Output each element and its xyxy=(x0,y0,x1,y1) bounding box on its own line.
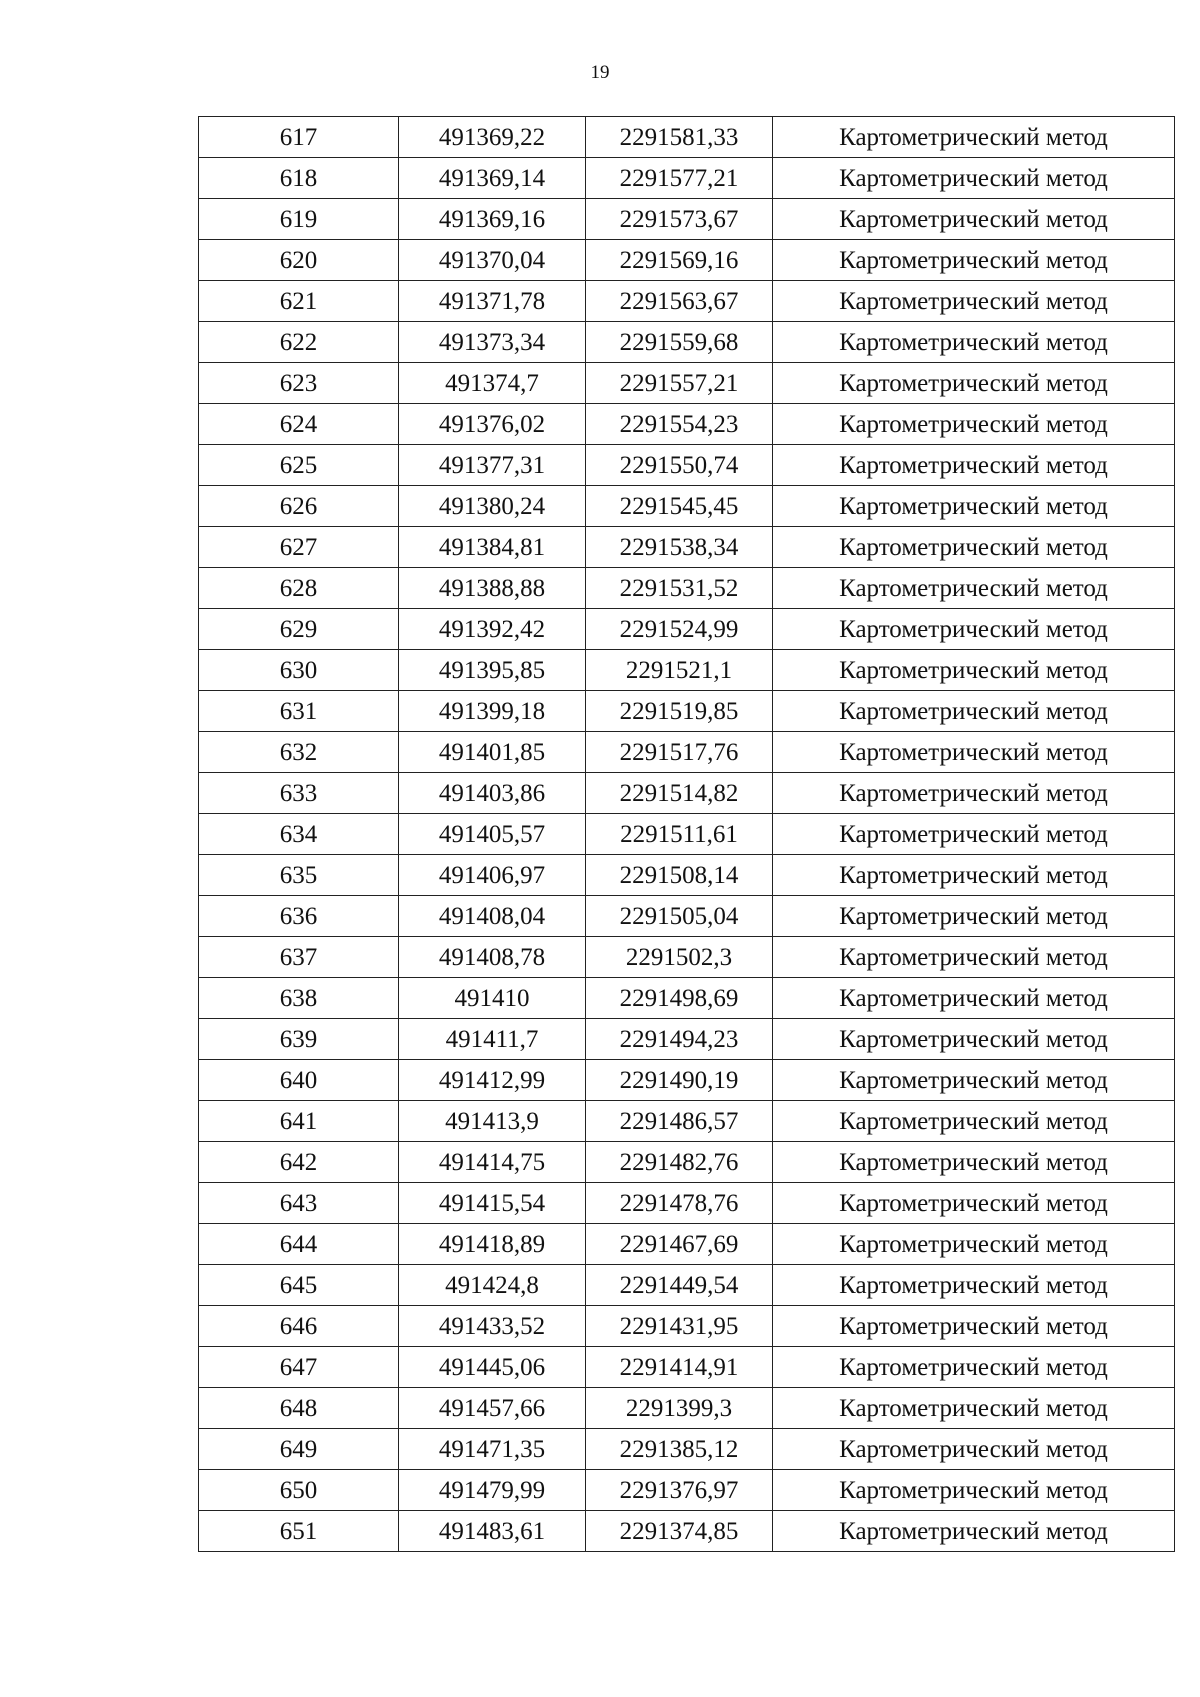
table-row xyxy=(199,937,1175,978)
table-row xyxy=(199,1470,1175,1511)
point-number-cell: 640 xyxy=(199,1060,399,1101)
method-cell: Картометрический метод xyxy=(773,199,1175,240)
method-cell: Картометрический метод xyxy=(773,773,1175,814)
method-cell: Картометрический метод xyxy=(773,568,1175,609)
method-cell: Картометрический метод xyxy=(773,1101,1175,1142)
x-coordinate-cell: 491369,22 xyxy=(399,117,586,158)
method-cell: Картометрический метод xyxy=(773,281,1175,322)
table-row xyxy=(199,117,1175,158)
table-row xyxy=(199,363,1175,404)
point-number-cell: 620 xyxy=(199,240,399,281)
y-coordinate-cell: 2291376,97 xyxy=(586,1470,773,1511)
y-coordinate-cell: 2291478,76 xyxy=(586,1183,773,1224)
point-number-cell: 636 xyxy=(199,896,399,937)
x-coordinate-cell: 491373,34 xyxy=(399,322,586,363)
x-coordinate-cell: 491401,85 xyxy=(399,732,586,773)
method-cell: Картометрический метод xyxy=(773,117,1175,158)
table-row xyxy=(199,199,1175,240)
table-row xyxy=(199,978,1175,1019)
method-cell: Картометрический метод xyxy=(773,609,1175,650)
point-number-cell: 625 xyxy=(199,445,399,486)
x-coordinate-cell: 491410 xyxy=(399,978,586,1019)
point-number-cell: 645 xyxy=(199,1265,399,1306)
method-cell: Картометрический метод xyxy=(773,445,1175,486)
point-number-cell: 639 xyxy=(199,1019,399,1060)
method-cell: Картометрический метод xyxy=(773,486,1175,527)
table-row xyxy=(199,814,1175,855)
x-coordinate-cell: 491415,54 xyxy=(399,1183,586,1224)
y-coordinate-cell: 2291514,82 xyxy=(586,773,773,814)
method-cell: Картометрический метод xyxy=(773,322,1175,363)
point-number-cell: 644 xyxy=(199,1224,399,1265)
y-coordinate-cell: 2291569,16 xyxy=(586,240,773,281)
table-row xyxy=(199,1183,1175,1224)
point-number-cell: 648 xyxy=(199,1388,399,1429)
y-coordinate-cell: 2291550,74 xyxy=(586,445,773,486)
x-coordinate-cell: 491392,42 xyxy=(399,609,586,650)
x-coordinate-cell: 491369,14 xyxy=(399,158,586,199)
x-coordinate-cell: 491384,81 xyxy=(399,527,586,568)
point-number-cell: 631 xyxy=(199,691,399,732)
method-cell: Картометрический метод xyxy=(773,1142,1175,1183)
y-coordinate-cell: 2291521,1 xyxy=(586,650,773,691)
table-row xyxy=(199,322,1175,363)
x-coordinate-cell: 491395,85 xyxy=(399,650,586,691)
y-coordinate-cell: 2291538,34 xyxy=(586,527,773,568)
y-coordinate-cell: 2291498,69 xyxy=(586,978,773,1019)
table-row xyxy=(199,568,1175,609)
x-coordinate-cell: 491388,88 xyxy=(399,568,586,609)
method-cell: Картометрический метод xyxy=(773,1019,1175,1060)
point-number-cell: 627 xyxy=(199,527,399,568)
x-coordinate-cell: 491380,24 xyxy=(399,486,586,527)
point-number-cell: 634 xyxy=(199,814,399,855)
point-number-cell: 638 xyxy=(199,978,399,1019)
x-coordinate-cell: 491374,7 xyxy=(399,363,586,404)
y-coordinate-cell: 2291531,52 xyxy=(586,568,773,609)
point-number-cell: 624 xyxy=(199,404,399,445)
coordinates-table xyxy=(198,116,1175,1552)
y-coordinate-cell: 2291563,67 xyxy=(586,281,773,322)
point-number-cell: 618 xyxy=(199,158,399,199)
y-coordinate-cell: 2291524,99 xyxy=(586,609,773,650)
table-row xyxy=(199,609,1175,650)
y-coordinate-cell: 2291431,95 xyxy=(586,1306,773,1347)
point-number-cell: 621 xyxy=(199,281,399,322)
point-number-cell: 647 xyxy=(199,1347,399,1388)
table-row xyxy=(199,281,1175,322)
method-cell: Картометрический метод xyxy=(773,814,1175,855)
y-coordinate-cell: 2291374,85 xyxy=(586,1511,773,1552)
table-row xyxy=(199,1019,1175,1060)
method-cell: Картометрический метод xyxy=(773,650,1175,691)
x-coordinate-cell: 491414,75 xyxy=(399,1142,586,1183)
table-row xyxy=(199,240,1175,281)
method-cell: Картометрический метод xyxy=(773,404,1175,445)
y-coordinate-cell: 2291519,85 xyxy=(586,691,773,732)
y-coordinate-cell: 2291502,3 xyxy=(586,937,773,978)
page-number: 19 xyxy=(590,62,610,83)
x-coordinate-cell: 491369,16 xyxy=(399,199,586,240)
point-number-cell: 649 xyxy=(199,1429,399,1470)
point-number-cell: 626 xyxy=(199,486,399,527)
x-coordinate-cell: 491457,66 xyxy=(399,1388,586,1429)
method-cell: Картометрический метод xyxy=(773,691,1175,732)
point-number-cell: 632 xyxy=(199,732,399,773)
y-coordinate-cell: 2291486,57 xyxy=(586,1101,773,1142)
y-coordinate-cell: 2291505,04 xyxy=(586,896,773,937)
point-number-cell: 619 xyxy=(199,199,399,240)
table-row xyxy=(199,1429,1175,1470)
table-row xyxy=(199,1060,1175,1101)
method-cell: Картометрический метод xyxy=(773,158,1175,199)
y-coordinate-cell: 2291573,67 xyxy=(586,199,773,240)
y-coordinate-cell: 2291467,69 xyxy=(586,1224,773,1265)
table-row xyxy=(199,1142,1175,1183)
method-cell: Картометрический метод xyxy=(773,1060,1175,1101)
x-coordinate-cell: 491377,31 xyxy=(399,445,586,486)
y-coordinate-cell: 2291490,19 xyxy=(586,1060,773,1101)
x-coordinate-cell: 491406,97 xyxy=(399,855,586,896)
x-coordinate-cell: 491411,7 xyxy=(399,1019,586,1060)
point-number-cell: 633 xyxy=(199,773,399,814)
y-coordinate-cell: 2291559,68 xyxy=(586,322,773,363)
point-number-cell: 637 xyxy=(199,937,399,978)
point-number-cell: 651 xyxy=(199,1511,399,1552)
table-row xyxy=(199,1347,1175,1388)
method-cell: Картометрический метод xyxy=(773,896,1175,937)
y-coordinate-cell: 2291494,23 xyxy=(586,1019,773,1060)
point-number-cell: 643 xyxy=(199,1183,399,1224)
y-coordinate-cell: 2291545,45 xyxy=(586,486,773,527)
point-number-cell: 646 xyxy=(199,1306,399,1347)
table-row xyxy=(199,486,1175,527)
y-coordinate-cell: 2291557,21 xyxy=(586,363,773,404)
y-coordinate-cell: 2291449,54 xyxy=(586,1265,773,1306)
x-coordinate-cell: 491471,35 xyxy=(399,1429,586,1470)
x-coordinate-cell: 491418,89 xyxy=(399,1224,586,1265)
point-number-cell: 628 xyxy=(199,568,399,609)
table-row xyxy=(199,1265,1175,1306)
point-number-cell: 617 xyxy=(199,117,399,158)
point-number-cell: 629 xyxy=(199,609,399,650)
table-row xyxy=(199,650,1175,691)
y-coordinate-cell: 2291517,76 xyxy=(586,732,773,773)
y-coordinate-cell: 2291581,33 xyxy=(586,117,773,158)
method-cell: Картометрический метод xyxy=(773,1470,1175,1511)
x-coordinate-cell: 491371,78 xyxy=(399,281,586,322)
method-cell: Картометрический метод xyxy=(773,937,1175,978)
point-number-cell: 635 xyxy=(199,855,399,896)
coordinates-table-body xyxy=(199,117,1175,1552)
point-number-cell: 622 xyxy=(199,322,399,363)
x-coordinate-cell: 491408,78 xyxy=(399,937,586,978)
method-cell: Картометрический метод xyxy=(773,1347,1175,1388)
table-row xyxy=(199,732,1175,773)
method-cell: Картометрический метод xyxy=(773,363,1175,404)
x-coordinate-cell: 491433,52 xyxy=(399,1306,586,1347)
y-coordinate-cell: 2291577,21 xyxy=(586,158,773,199)
x-coordinate-cell: 491412,99 xyxy=(399,1060,586,1101)
x-coordinate-cell: 491376,02 xyxy=(399,404,586,445)
x-coordinate-cell: 491408,04 xyxy=(399,896,586,937)
x-coordinate-cell: 491445,06 xyxy=(399,1347,586,1388)
table-row xyxy=(199,1388,1175,1429)
table-row xyxy=(199,1306,1175,1347)
y-coordinate-cell: 2291482,76 xyxy=(586,1142,773,1183)
method-cell: Картометрический метод xyxy=(773,1265,1175,1306)
method-cell: Картометрический метод xyxy=(773,1388,1175,1429)
table-row xyxy=(199,445,1175,486)
x-coordinate-cell: 491483,61 xyxy=(399,1511,586,1552)
table-row xyxy=(199,896,1175,937)
x-coordinate-cell: 491370,04 xyxy=(399,240,586,281)
point-number-cell: 630 xyxy=(199,650,399,691)
table-row xyxy=(199,1101,1175,1142)
x-coordinate-cell: 491405,57 xyxy=(399,814,586,855)
y-coordinate-cell: 2291511,61 xyxy=(586,814,773,855)
table-row xyxy=(199,773,1175,814)
method-cell: Картометрический метод xyxy=(773,855,1175,896)
y-coordinate-cell: 2291554,23 xyxy=(586,404,773,445)
y-coordinate-cell: 2291508,14 xyxy=(586,855,773,896)
method-cell: Картометрический метод xyxy=(773,1183,1175,1224)
point-number-cell: 642 xyxy=(199,1142,399,1183)
x-coordinate-cell: 491424,8 xyxy=(399,1265,586,1306)
method-cell: Картометрический метод xyxy=(773,1306,1175,1347)
x-coordinate-cell: 491399,18 xyxy=(399,691,586,732)
x-coordinate-cell: 491403,86 xyxy=(399,773,586,814)
x-coordinate-cell: 491413,9 xyxy=(399,1101,586,1142)
x-coordinate-cell: 491479,99 xyxy=(399,1470,586,1511)
method-cell: Картометрический метод xyxy=(773,1511,1175,1552)
point-number-cell: 641 xyxy=(199,1101,399,1142)
y-coordinate-cell: 2291399,3 xyxy=(586,1388,773,1429)
method-cell: Картометрический метод xyxy=(773,1429,1175,1470)
point-number-cell: 623 xyxy=(199,363,399,404)
method-cell: Картометрический метод xyxy=(773,527,1175,568)
y-coordinate-cell: 2291414,91 xyxy=(586,1347,773,1388)
table-row xyxy=(199,691,1175,732)
table-row xyxy=(199,855,1175,896)
method-cell: Картометрический метод xyxy=(773,240,1175,281)
table-row xyxy=(199,158,1175,199)
point-number-cell: 650 xyxy=(199,1470,399,1511)
method-cell: Картометрический метод xyxy=(773,978,1175,1019)
table-row xyxy=(199,1224,1175,1265)
table-row xyxy=(199,404,1175,445)
method-cell: Картометрический метод xyxy=(773,1224,1175,1265)
method-cell: Картометрический метод xyxy=(773,732,1175,773)
y-coordinate-cell: 2291385,12 xyxy=(586,1429,773,1470)
table-row xyxy=(199,1511,1175,1552)
table-row xyxy=(199,527,1175,568)
